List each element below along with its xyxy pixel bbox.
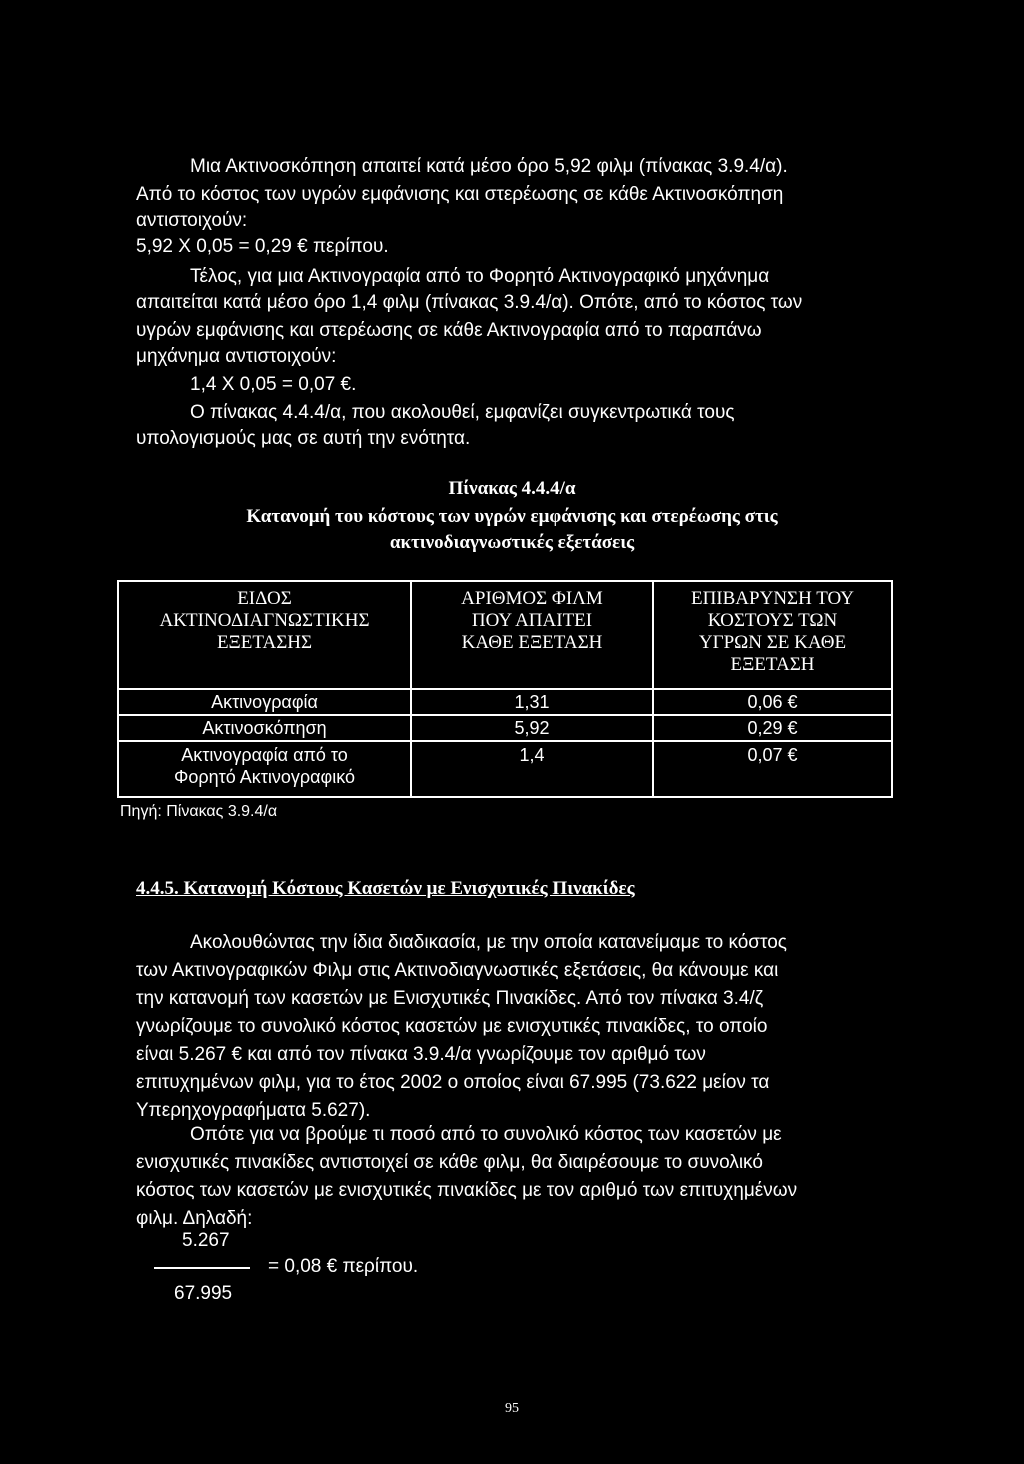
section-heading: 4.4.5. Κατανομή Κόστους Κασετών με Ενισχυτικές Πινακίδες [136, 878, 635, 899]
text-line: Ο πίνακας 4.4.4/α, που ακολουθεί, εμφανίζει συγκεντρωτικά τους [190, 402, 735, 423]
table-source: Πηγή: Πίνακας 3.9.4/α [120, 803, 278, 820]
header-line: ΑΚΤΙΝΟΔΙΑΓΝΩΣΤΙΚΗΣ [159, 610, 370, 631]
table-cell-cost: 0,29 € [747, 718, 798, 738]
text-line: Τέλος, για μια Ακτινογραφία από το Φορητό Ακτινογραφικό μηχάνημα [190, 266, 770, 287]
header-line: ΕΙΔΟΣ [237, 588, 292, 609]
table-border [117, 740, 893, 742]
table-cell-films: 5,92 [514, 718, 550, 738]
text-line: Μια Ακτινοσκόπηση απαιτεί κατά μέσο όρο 5,92 φιλμ (πίνακας 3.9.4/α). [190, 156, 788, 177]
text-line: υγρών εμφάνισης και στερέωσης σε κάθε Ακτινογραφία από το παραπάνω [136, 320, 762, 341]
text-line: Ακολουθώντας την ίδια διαδικασία, με την οποία κατανείμαμε το κόστος [190, 932, 787, 953]
text-line: υπολογισμούς μας σε αυτή την ενότητα. [136, 428, 471, 449]
table-cell-type: Ακτινοσκόπηση [202, 718, 327, 738]
table-title: ακτινοδιαγνωστικές εξετάσεις [389, 532, 635, 553]
text-line: Υπερηχογραφήματα 5.627). [136, 1100, 371, 1121]
table-title: Κατανομή του κόστους των υγρών εμφάνισης και στερέωσης στις [246, 506, 778, 527]
table-header-type [119, 588, 410, 654]
table-cell-type: Ακτινογραφία [211, 692, 318, 712]
header-line: ΕΞΕΤΑΣΗΣ [216, 632, 313, 653]
text-line: ενισχυτικές πινακίδες αντιστοιχεί σε κάθε φιλμ, θα διαιρέσουμε το συνολικό [136, 1152, 763, 1173]
text-line: επιτυχημένων φιλμ, για το έτος 2002 ο οποίος είναι 67.995 (73.622 μείον τα [136, 1072, 770, 1093]
text-line: Από το κόστος των υγρών εμφάνισης και στερέωσης σε κάθε Ακτινοσκόπηση [136, 184, 784, 205]
table-header-films [412, 588, 652, 654]
table-border [891, 580, 893, 798]
text-line: την κατανομή των κασετών με Ενισχυτικές Πινακίδες. Από τον πίνακα 3.4/ζ [136, 988, 764, 1009]
cost-table [117, 580, 893, 798]
cell-line: Ακτινογραφία από το [181, 745, 348, 765]
text-line: αντιστοιχούν: [136, 210, 248, 231]
text-line: γνωρίζουμε το συνολικό κόστος κασετών με ενισχυτικές πινακίδες, το οποίο [136, 1016, 768, 1037]
table-cell-films: 1,4 [519, 745, 545, 765]
header-line: ΑΡΙΘΜΟΣ ΦΙΛΜ [461, 588, 603, 609]
page-number: 95 [505, 1401, 519, 1416]
header-line: ΕΞΕΤΑΣΗ [730, 654, 815, 675]
table-cell-cost: 0,06 € [747, 692, 798, 712]
fraction-denominator: 67.995 [174, 1283, 233, 1304]
text-line: είναι 5.267 € και από τον πίνακα 3.9.4/α γνωρίζουμε τον αριθμό των [136, 1044, 706, 1065]
table-border [117, 688, 893, 690]
table-cell-cost: 0,07 € [747, 745, 798, 765]
text-line: μηχάνημα αντιστοιχούν: [136, 346, 337, 367]
text-line: Οπότε για να βρούμε τι ποσό από το συνολικό κόστος των κασετών με [190, 1124, 782, 1145]
header-line: ΚΟΣΤΟΥΣ ΤΩΝ [707, 610, 838, 631]
table-header-cost [654, 588, 891, 676]
header-line: ΠΟΥ ΑΠΑΙΤΕΙ [471, 610, 593, 631]
table-border [117, 796, 893, 798]
cell-line: Φορητό Ακτινογραφικό [174, 767, 355, 787]
table-cell-type [119, 744, 410, 788]
header-line: ΥΓΡΩΝ ΣΕ ΚΑΘΕ [698, 632, 847, 653]
table-border [117, 714, 893, 716]
table-border [117, 580, 893, 582]
text-line: κόστος των κασετών με ενισχυτικές πινακίδες με τον αριθμό των επιτυχημένων [136, 1180, 798, 1201]
text-line: απαιτείται κατά μέσο όρο 1,4 φιλμ (πίνακας 3.9.4/α). Οπότε, από το κόστος των [136, 292, 803, 313]
text-line: φιλμ. Δηλαδή: [136, 1208, 253, 1229]
header-line: ΕΠΙΒΑΡΥΝΣΗ ΤΟΥ [690, 588, 854, 609]
text-line: 5,92 Χ 0,05 = 0,29 € περίπου. [136, 236, 389, 257]
table-number: Πίνακας 4.4.4/α [448, 478, 576, 499]
header-line: ΚΑΘΕ ΕΞΕΤΑΣΗ [461, 632, 603, 653]
fraction-result: = 0,08 € περίπου. [268, 1256, 419, 1277]
text-line: 1,4 Χ 0,05 = 0,07 €. [190, 374, 357, 395]
fraction-bar [154, 1267, 250, 1269]
fraction-numerator: 5.267 [182, 1230, 230, 1251]
table-cell-films: 1,31 [514, 692, 550, 712]
text-line: των Ακτινογραφικών Φιλμ στις Ακτινοδιαγνωστικές εξετάσεις, θα κάνουμε και [136, 960, 779, 981]
